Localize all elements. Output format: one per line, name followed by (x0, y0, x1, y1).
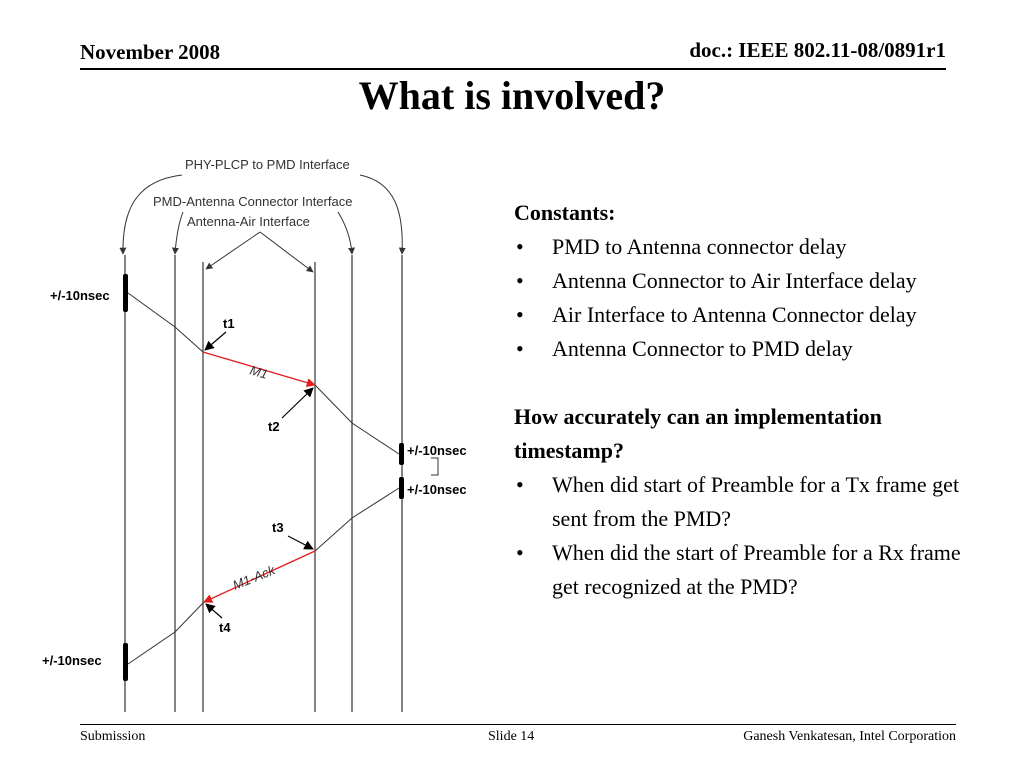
tolerance-bar-right-bottom (399, 477, 404, 499)
list-item: • When did start of Preamble for a Tx frame get sent from the PMD? (516, 472, 960, 531)
label-antenna-air-interface: Antenna-Air Interface (187, 214, 310, 229)
phy-pointer-left (123, 175, 182, 254)
air-pointer-left (206, 232, 260, 269)
m1-label: M1 (248, 362, 270, 382)
phy-pointer-right (360, 175, 402, 254)
tolerance-label-left-bottom: +/-10nsec (42, 653, 102, 668)
list-item: • When did the start of Preamble for a Rx frame get recognized at the PMD? (516, 540, 961, 599)
tolerance-label-left-top: +/-10nsec (50, 288, 110, 303)
constants-heading: Constants: (514, 200, 616, 225)
pmd-antenna-pointer-right (338, 212, 352, 254)
footer-divider (80, 724, 956, 725)
tolerance-bracket (431, 458, 438, 475)
slide-content (514, 196, 974, 604)
m1-tx-path (128, 293, 203, 352)
timestamp-t1-label: t1 (223, 316, 235, 331)
m1-ack-label: M1-Ack (230, 562, 277, 593)
label-phy-plcp-pmd-interface: PHY-PLCP to PMD Interface (185, 157, 350, 172)
question-heading: How accurately can an implementation timestamp? (514, 404, 882, 463)
air-pointer-right (260, 232, 313, 272)
tolerance-bar-left-bottom (123, 643, 128, 681)
timestamp-t3-label: t3 (272, 520, 284, 535)
header-date: November 2008 (80, 40, 221, 64)
pmd-antenna-pointer-left (175, 212, 183, 254)
timestamp-t3-pointer (288, 536, 313, 549)
footer-slide-number: Slide 14 (488, 729, 535, 744)
tolerance-label-right-bottom: +/-10nsec (407, 482, 467, 497)
tolerance-label-right-top: +/-10nsec (407, 443, 467, 458)
footer-submission: Submission (80, 729, 146, 744)
tolerance-bar-right-top (399, 443, 404, 465)
tolerance-bar-left-top (123, 274, 128, 312)
timestamp-t4-pointer (206, 604, 222, 618)
list-item: • Air Interface to Antenna Connector delay (516, 302, 917, 327)
footer-author: Ganesh Venkatesan, Intel Corporation (743, 729, 956, 744)
label-pmd-antenna-interface: PMD-Antenna Connector Interface (153, 194, 353, 209)
list-item: • Antenna Connector to Air Interface delay (516, 268, 917, 293)
timing-diagram (0, 140, 500, 720)
ack-tx-path (315, 488, 399, 551)
spacer (514, 366, 974, 400)
list-item: • PMD to Antenna connector delay (516, 234, 847, 259)
timestamp-t2-label: t2 (268, 419, 280, 434)
timestamp-t4-label: t4 (219, 620, 231, 635)
m1-rx-path (315, 385, 399, 454)
header-divider (80, 68, 946, 70)
questions-list (514, 468, 974, 604)
constants-list (514, 230, 974, 366)
header-doc-id: doc.: IEEE 802.11-08/0891r1 (689, 38, 946, 62)
slide-title: What is involved? (358, 73, 666, 118)
ack-rx-path (128, 602, 204, 664)
timestamp-t1-pointer (205, 332, 226, 350)
list-item: • Antenna Connector to PMD delay (516, 336, 853, 361)
timestamp-t2-pointer (282, 388, 313, 418)
